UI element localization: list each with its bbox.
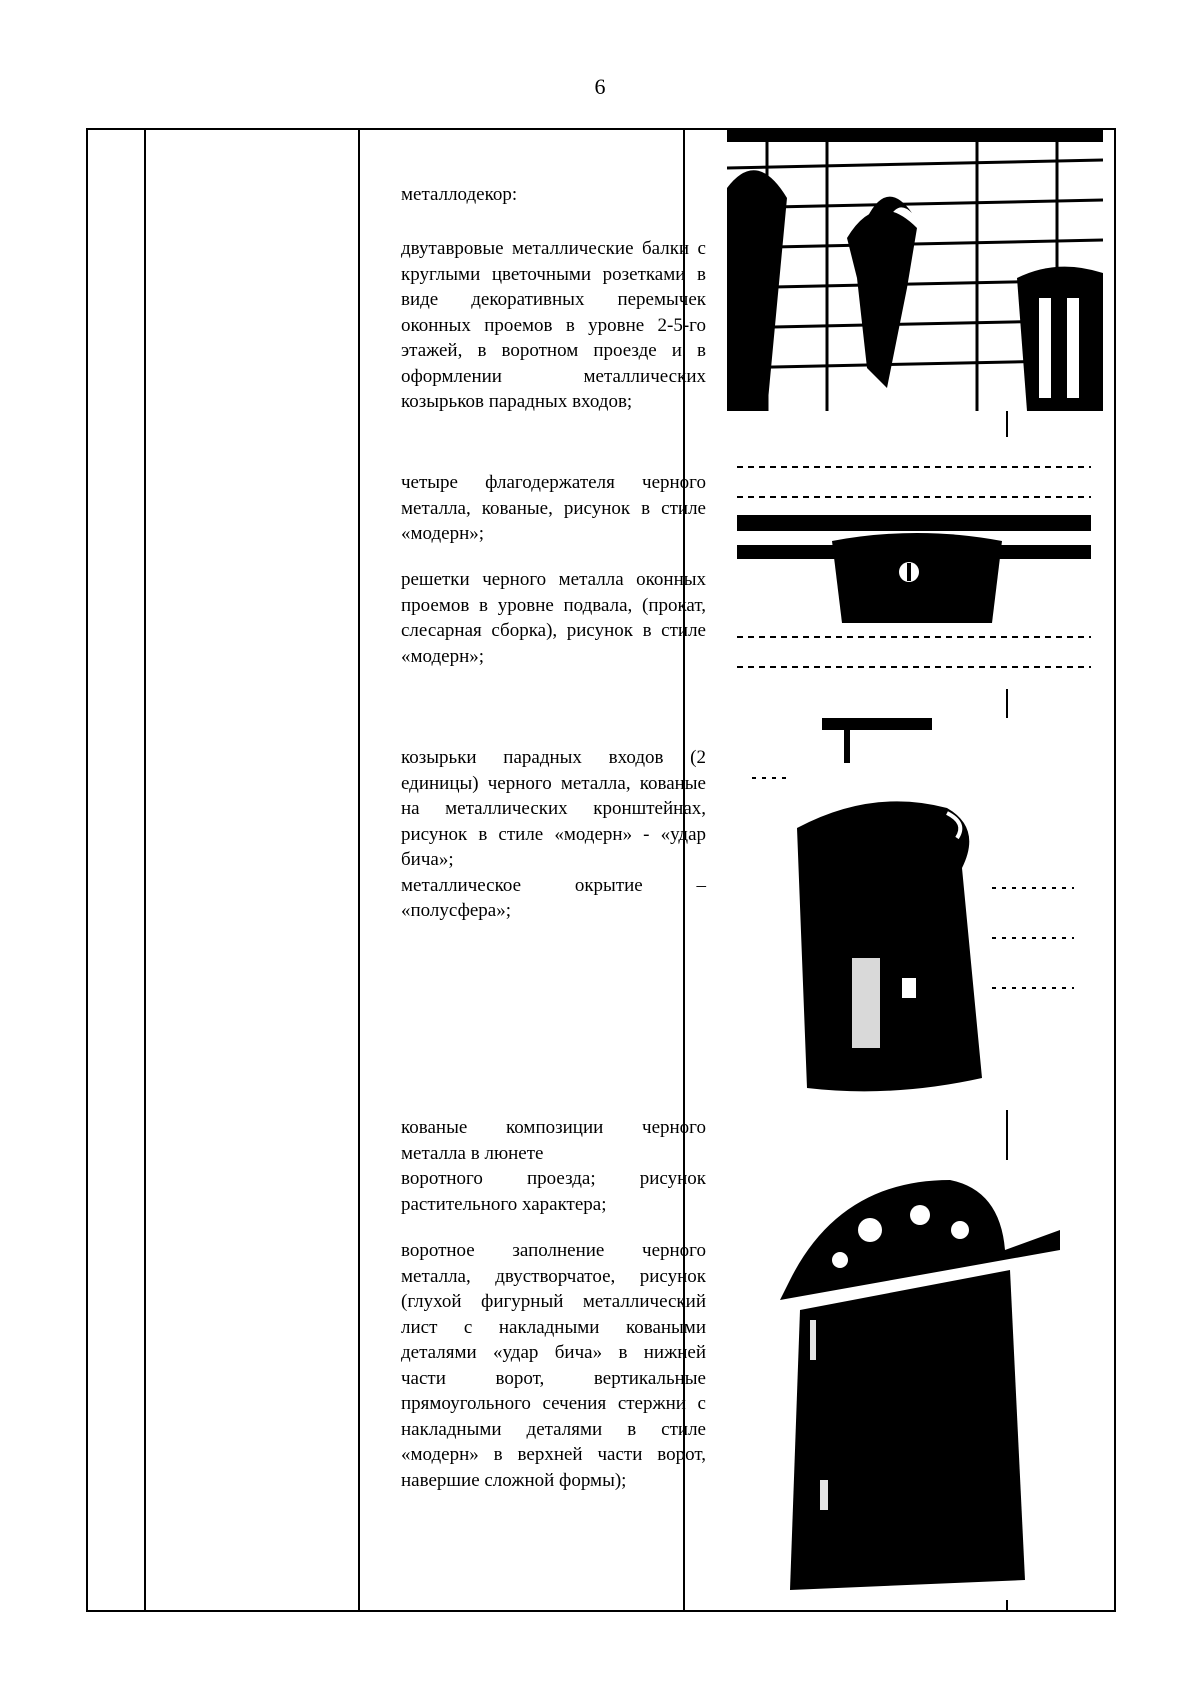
beam-lintel-photo <box>737 437 1091 689</box>
gate-filling-text: воротное заполнение черного металла, двустворчатое, рисунок (глухой фигурный металлический лист с накладными коваными деталями «удар бича» в нижней части ворот, вертикальные прямоугольного сечения стержни с накладными деталями в стиле «модерн» в верхней части ворот, навершие сложной формы); <box>401 1240 706 1491</box>
entrance-canopies-text: козырьки парадных входов (2 единицы) черного металла, кованые на металлических кронштейнах, рисунок в стиле «модерн» - «удар бича»; металлическое окрытие – «полусфера»; <box>401 747 706 921</box>
metal-decor-heading: металлодекор: <box>401 184 518 205</box>
flag-holder-photo <box>727 128 1103 411</box>
page-number: 6 <box>594 74 606 99</box>
description-column <box>401 130 706 1610</box>
lunette-compositions-text: кованые композиции черного металла в люнете воротного проезда; рисунок растительного характера; <box>401 1117 706 1215</box>
column-divider <box>144 130 146 1610</box>
entrance-canopy-photo <box>752 718 1074 1110</box>
column-divider <box>358 130 360 1610</box>
gate-photo <box>760 1160 1070 1600</box>
basement-grilles-text: решетки черного металла оконных проемов в уровне подвала, (прокат, слесарная сборка), рисунок в стиле «модерн»; <box>401 569 706 667</box>
flag-holders-text: четыре флагодержателя черного металла, кованые, рисунок в стиле «модерн»; <box>401 472 706 544</box>
i-beams-text: двутавровые металлические балки с круглыми цветочными розетками в виде декоративных перемычек оконных проемов в уровне 2-5-го этажей, в воротном проезде и в оформлении металлических козырьков парадных входов; <box>401 238 706 412</box>
